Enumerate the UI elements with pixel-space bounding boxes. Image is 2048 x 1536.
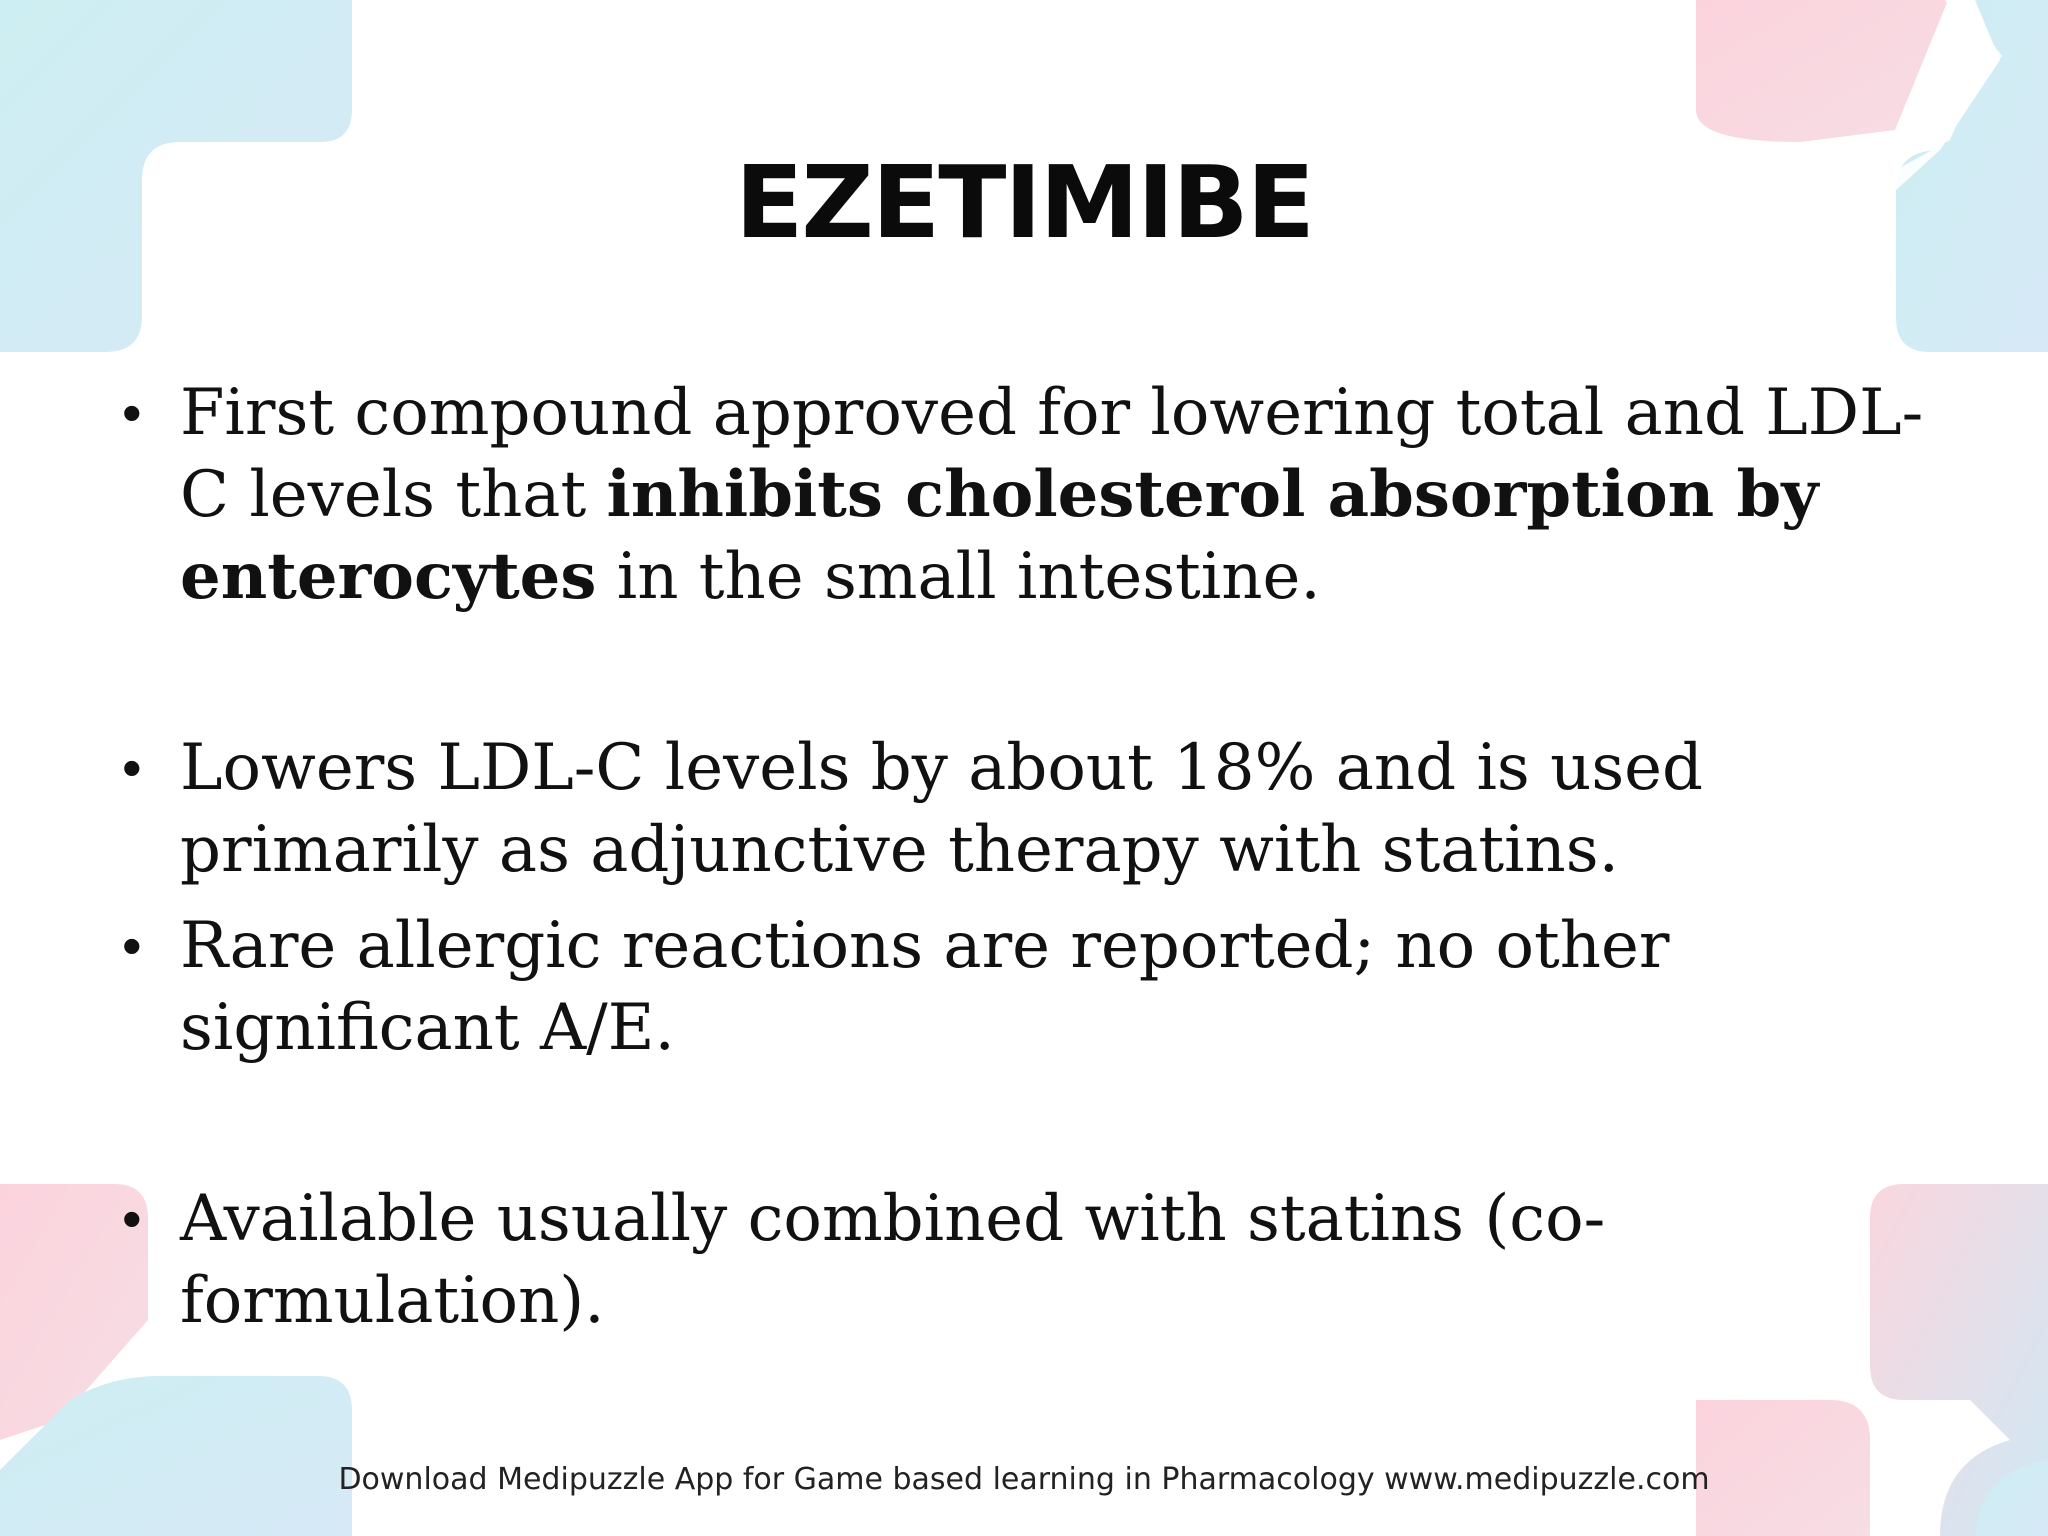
bullet-dot: • [122, 381, 142, 444]
bullet-dot: • [122, 914, 142, 977]
bullet-text: Lowers LDL-C levels by about 18% and is used primarily as adjunctive therapy with statins. [180, 731, 1703, 887]
bullet-item [122, 727, 1940, 891]
bullet-dot: • [122, 1187, 142, 1250]
bullet-text: Available usually combined with statins (co-formulation). [180, 1182, 1606, 1338]
bullet-item [122, 372, 1960, 618]
bullet-item [122, 905, 1940, 1069]
bullet-text: Rare allergic reactions are reported; no other significant A/E. [180, 909, 1670, 1065]
slide-title: EZETIMIBE [735, 144, 1313, 261]
bullet-dot: • [122, 736, 142, 799]
bullet-text-end: in the small intestine. [596, 540, 1321, 614]
bullet-text: First compound approved for lowering total and LDL-C levels that [180, 376, 1924, 532]
bullet-bold-text: inhibits cholesterol absorption by enterocytes [180, 457, 1819, 614]
bullet-item [122, 1178, 1640, 1342]
footer-text: Download Medipuzzle App for Game based learning in Pharmacology www.medipuzzle.com [338, 1462, 1710, 1497]
